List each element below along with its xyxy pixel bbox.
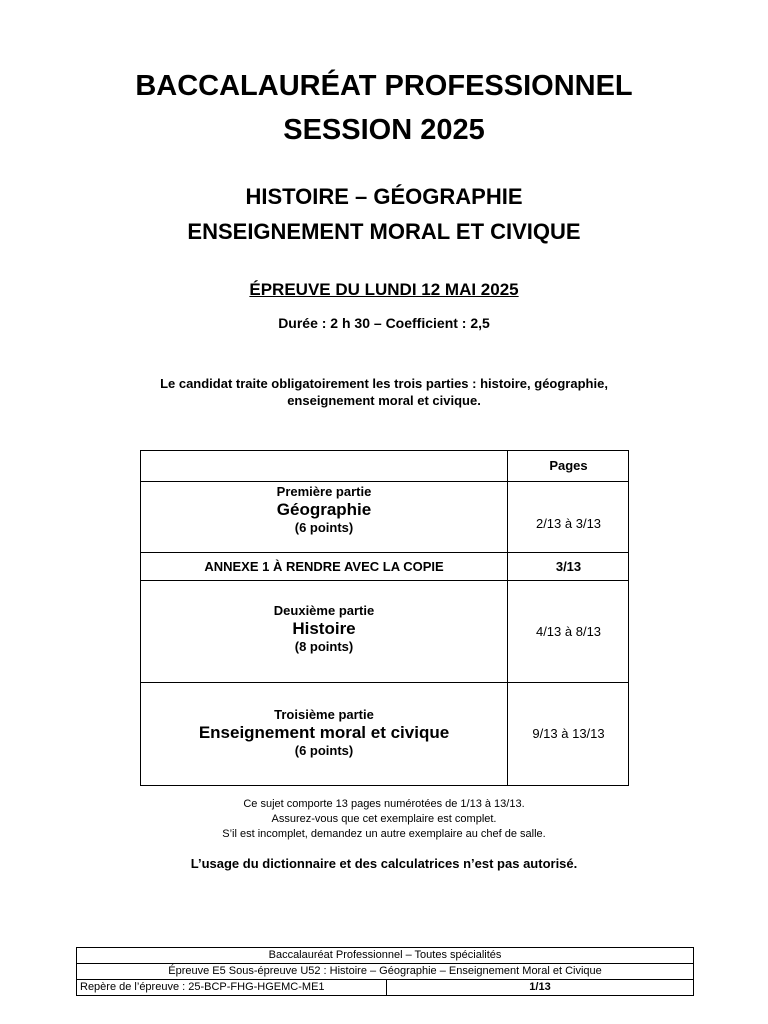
part3-pages: 9/13 à 13/13: [532, 726, 605, 741]
page-info-line-1: Ce sujet comporte 13 pages numérotées de 1/13 à 13/13.: [243, 798, 525, 810]
table-row-divider: [141, 552, 628, 553]
part1-cell: [141, 484, 507, 535]
table-row-divider: [141, 580, 628, 581]
dictionary-warning: L’usage du dictionnaire et des calculatrices n’est pas autorisé.: [190, 856, 578, 871]
part2-label: Deuxième partie: [273, 603, 375, 618]
part2-cell: [141, 603, 507, 654]
table-row-divider: [141, 682, 628, 683]
part1-name: Géographie: [276, 500, 372, 519]
part2-pages: 4/13 à 8/13: [535, 624, 602, 639]
footer-page-number: 1/13: [529, 981, 551, 993]
footer-line-2: Épreuve E5 Sous-épreuve U52 : Histoire – Géographie – Enseignement Moral et Civique: [168, 965, 602, 977]
part2-points: (8 points): [294, 639, 354, 654]
exam-title: BACCALAURÉAT PROFESSIONNEL: [135, 70, 633, 102]
footer-box: [76, 947, 694, 996]
parts-table: [140, 450, 629, 786]
subject-title: HISTOIRE – GÉOGRAPHIE: [245, 184, 523, 209]
part3-cell: [141, 707, 507, 758]
annexe-page: 3/13: [555, 559, 582, 574]
table-row-divider: [141, 481, 628, 482]
pages-column-header: Pages: [549, 458, 588, 473]
part1-points: (6 points): [294, 520, 354, 535]
annexe-label: ANNEXE 1 À RENDRE AVEC LA COPIE: [204, 559, 444, 574]
footer-repere: Repère de l’épreuve : 25-BCP-FHG-HGEMC-ME1: [80, 981, 325, 993]
part1-label: Première partie: [276, 484, 372, 499]
part1-pages: 2/13 à 3/13: [535, 516, 602, 531]
instructions-line-2: enseignement moral et civique.: [287, 393, 481, 408]
subject-subtitle: ENSEIGNEMENT MORAL ET CIVIQUE: [187, 219, 581, 244]
instructions: [0, 375, 768, 409]
page-info-line-3: S’il est incomplet, demandez un autre exemplaire au chef de salle.: [222, 828, 546, 840]
instructions-line-1: Le candidat traite obligatoirement les trois parties : histoire, géographie,: [160, 376, 608, 391]
page-info-line-2: Assurez-vous que cet exemplaire est complet.: [271, 813, 497, 825]
part3-label: Troisième partie: [274, 707, 374, 722]
part3-name: Enseignement moral et civique: [198, 723, 450, 742]
session-title: SESSION 2025: [283, 114, 485, 146]
exam-date: ÉPREUVE DU LUNDI 12 MAI 2025: [249, 280, 519, 299]
footer-line-1: Baccalauréat Professionnel – Toutes spécialités: [268, 949, 502, 961]
page-info: [0, 797, 768, 842]
exam-duration: Durée : 2 h 30 – Coefficient : 2,5: [278, 315, 490, 331]
part3-points: (6 points): [294, 743, 354, 758]
part2-name: Histoire: [292, 619, 356, 638]
